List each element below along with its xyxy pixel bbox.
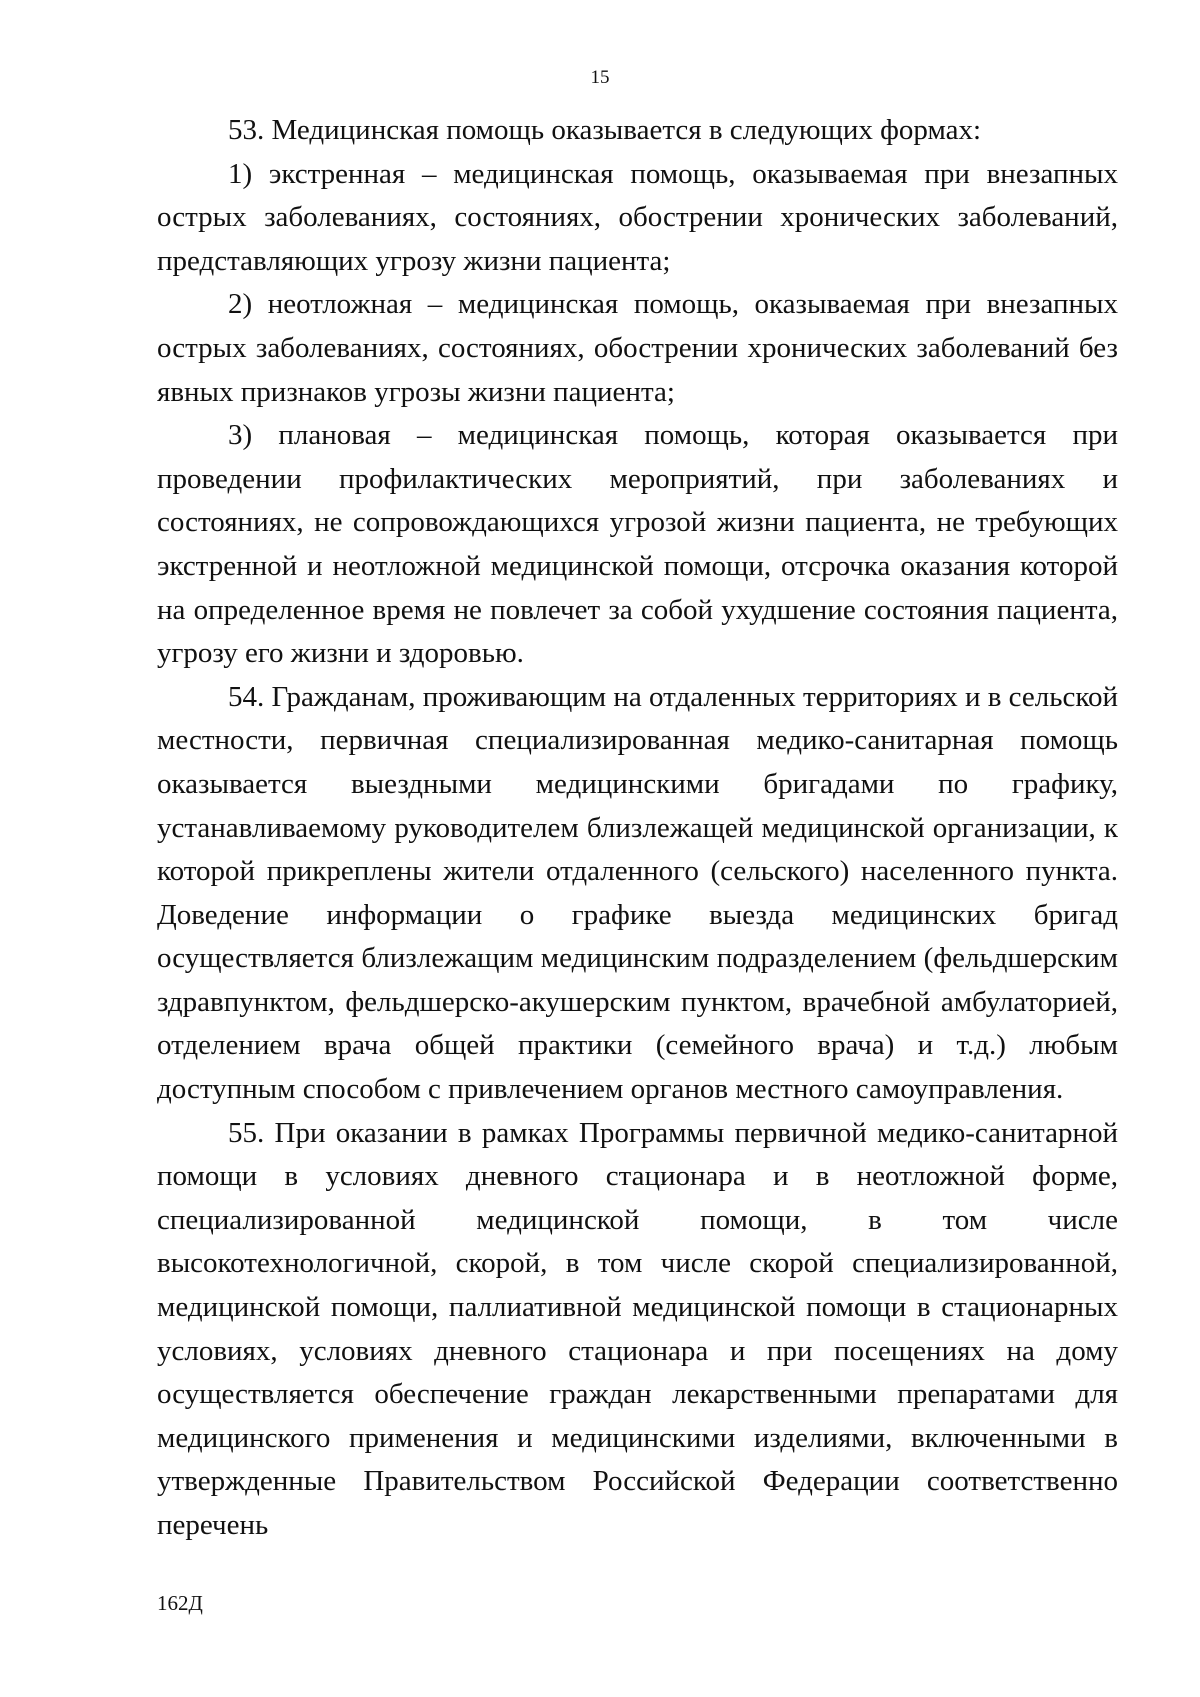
paragraph-55: 55. При оказании в рамках Программы первичной медико-санитарной помощи в условиях дневного стационара и в неотложной форме, специализированной медицинской помощи, в том числе высокотехнологичной, скорой, в том числе скорой специализированной, медицинской помощи, паллиативной медицинской помощи в стационарных условиях, условиях дневного стационара и при посещениях на дому осуществляется обеспечение граждан лекарственными препаратами для медицинского применения и медицинскими изделиями, включенными в утвержденные Правительством Российской Федерации соответственно перечень	[157, 1116, 1118, 1541]
page-number: 15	[590, 67, 610, 88]
paragraph-54: 54. Гражданам, проживающим на отдаленных территориях и в сельской местности, первичная специализированная медико-санитарная помощь оказывается выездными медицинскими бригадами по графику, устанавливаемому руководителем близлежащей медицинской организации, к которой прикреплены жители отдаленного (сельского) населенного пункта. Доведение информации о графике выезда медицинских бригад осуществляется близлежащим медицинским подразделением (фельдшерским здравпунктом, фельдшерско-акушерским пунктом, врачебной амбулаторией, отделением врача общей практики (семейного врача) и т.д.) любым доступным способом с привлечением органов местного самоуправления.	[157, 680, 1118, 1106]
document-body	[157, 109, 1118, 1548]
paragraph-53-item-2: 2) неотложная – медицинская помощь, оказываемая при внезапных острых заболеваниях, состояниях, обострении хронических заболеваний без явных признаков угрозы жизни пациента;	[157, 288, 1118, 408]
paragraph-53: 53. Медицинская помощь оказывается в следующих формах:	[228, 114, 982, 146]
paragraph-53-item-1: 1) экстренная – медицинская помощь, оказываемая при внезапных острых заболеваниях, состояниях, обострении хронических заболеваний, представляющих угрозу жизни пациента;	[157, 157, 1118, 277]
paragraph-53-item-3: 3) плановая – медицинская помощь, которая оказывается при проведении профилактических мероприятий, при заболеваниях и состояниях, не сопровождающихся угрозой жизни пациента, не требующих экстренной и неотложной медицинской помощи, отсрочка оказания которой на определенное время не повлечет за собой ухудшение состояния пациента, угрозу его жизни и здоровью.	[157, 419, 1118, 670]
document-code: 162Д	[157, 1591, 203, 1615]
